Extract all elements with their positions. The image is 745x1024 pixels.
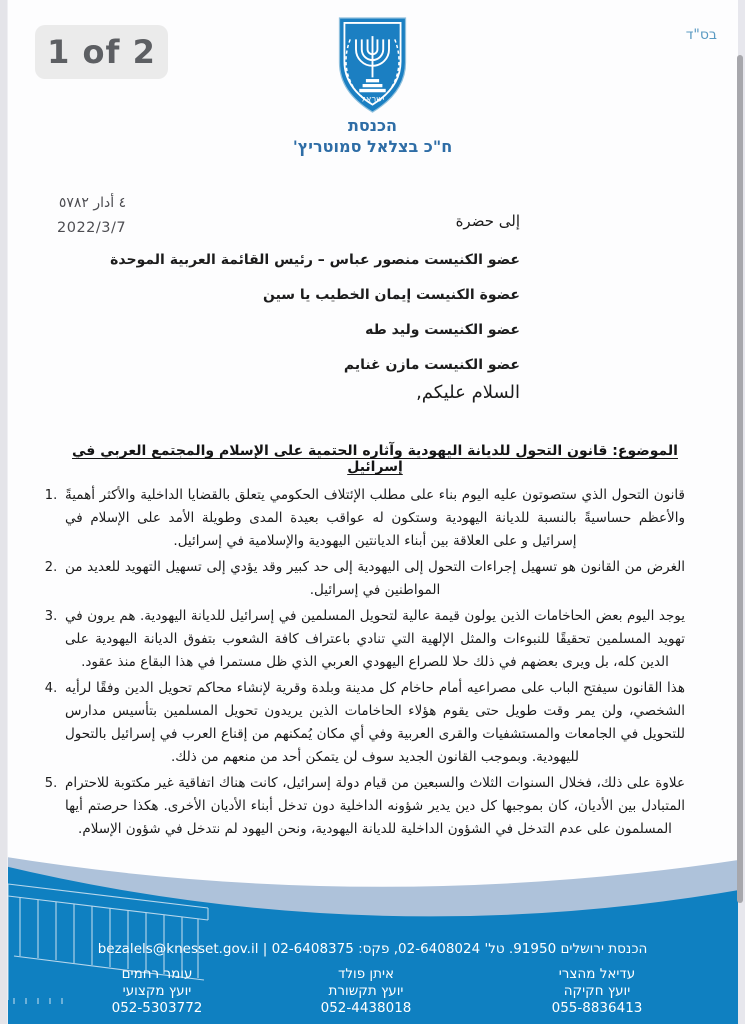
recipient: عضو الكنيست مازن غنايم [343,357,520,373]
emblem-label: ישראל [360,94,385,105]
footer-contact-line: הכנסת ירושלים 91950. טל' 02-6408024, פקס: 02-6408375 ‏| bezalels@knesset.gov.il [97,941,648,957]
contact-phone: 052-4438018 [320,1000,412,1016]
salutation: إلى حضرة [455,212,520,230]
paragraph-text: الغرض من القانون هو تسهيل إجراءات التحول إلى اليهودية إلى حد كبير وقد يؤدي إلى تسهيل التهويد للعديد من المواطنين في إسرائيل. [65,559,685,598]
contact-role: יועץ חקיקה [563,983,631,999]
paragraph-number: 4. [44,681,58,696]
paragraph [44,484,685,553]
subject-text: قانون التحول للديانة اليهودية وآثاره الحتمية على الإسلام والمجتمع العربي في إسرائيل [72,443,608,475]
contact-role: יועץ תקשורת [328,983,404,999]
recipient: عضو الكنيست وليد طه [365,322,520,338]
knesset-title: הכנסת [347,116,398,135]
footer-contact-adviser [291,966,441,1017]
paragraph-text: قانون التحول الذي ستصوتون عليه اليوم بناء على مطلب الإئتلاف الحكومي يتعلق بالقضايا الداخلية والأكثر أهميةً والأعظم حساسيةً بالنسبة للديانة اليهودية وستكون له عواقب بعيدة المدى وطويلة الأمد على الإسلام في إسرائيل و على العلاقة بين أبناء الديانتين اليهودية والإسلامية في إسرائيل. [65,487,685,549]
recipient: عضو الكنيست منصور عباس – رئيس القائمة العربية الموحدة [110,252,520,268]
hebrew-date: ٤ أدار ٥٧٨٢ [58,195,127,211]
scrollbar-thumb[interactable] [737,55,743,903]
knesset-emblem-icon [330,13,415,117]
paragraph-text: هذا القانون سيفتح الباب على مصراعيه أمام حاخام كل مدينة وبلدة وقرية لإنشاء محاكم تحويل الدين وفقًا لرأيه الشخصي، ولن يمر وقت طويل حتى يقوم هؤلاء الحاخامات الذين يريدون تحويل المسلمين بتأسيس مدارس للتحويل في الجامعات والمستشفيات والقرى العربية وفي أي مكان يُمكنهم من إقناع العرب في إسرائيل بالتحول لليهودية. وبموجب القانون الجديد سوف لن يتمكن أحد من منعهم من ذلك. [65,680,685,765]
date-block [57,195,126,236]
paragraph-number: 5. [44,776,58,791]
recipient: عضوة الكنيست إيمان الخطيب يا سين [262,287,520,303]
member-title: ח"כ בצלאל סמוטריץ' [292,137,453,156]
paragraph-text: يوجد اليوم بعض الحاخامات الذين يولون قيمة عالية لتحويل المسلمين في إسرائيل للديانة اليهودية. هم يرون في تهويد المسلمين تحقيقًا للنبوءات والمثل الإلهية التي تنادي باعتراف كافة الشعوب بتفوق الديانة اليهودية على الدين كله، بل ويرى بعضهم في ذلك حلا للصراع اليهودي العربي الذي ظل مستمرا في هذا البقاع منذ عقود. [65,608,685,670]
letter-body [44,484,685,844]
page-left-edge [0,0,8,1024]
footer-contact-adviser [82,966,232,1017]
contact-name: עדיאל מהצרי [558,966,636,982]
gregorian-date: 2022/3/7 [57,220,127,236]
contact-role: יועץ מקצועי [122,983,192,999]
subject-line [65,443,685,475]
contact-phone: 052-5303772 [111,1000,203,1016]
paragraph-number: 1. [44,488,58,503]
paragraph-number: 3. [44,609,58,624]
subject-label: الموضوع: [612,443,678,459]
footer-contact-adviser [522,966,672,1017]
paragraph-number: 2. [44,560,58,575]
page-indicator-badge [35,25,168,79]
paragraph [44,772,685,841]
contact-phone: 055-8836413 [551,1000,643,1016]
paragraph-text: علاوة على ذلك، فخلال السنوات الثلاث والسبعين من قيام دولة إسرائيل، كانت هناك اتفاقية غير مكتوبة للاحترام المتبادل بين الأديان، كان بموجبها كل دين يدير شؤونه الداخلية دون تدخل أبناء الأديان الأخرى. هكذا حرصتم أيها المسلمون على عدم التدخل في الشؤون الداخلية للديانة اليهودية، ونحن اليهود لم نتدخل في شؤون الإسلام. [65,775,685,837]
greeting: السلام عليكم, [416,382,520,403]
page-indicator-text: 1 of 2 [47,33,156,71]
paragraph [44,605,685,674]
paragraph [44,556,685,602]
paragraph [44,677,685,769]
contact-name: איתן פולד [337,966,395,982]
bsd-inscription: בס"ד [685,27,717,43]
contact-name: עומר רחמים [121,966,193,982]
